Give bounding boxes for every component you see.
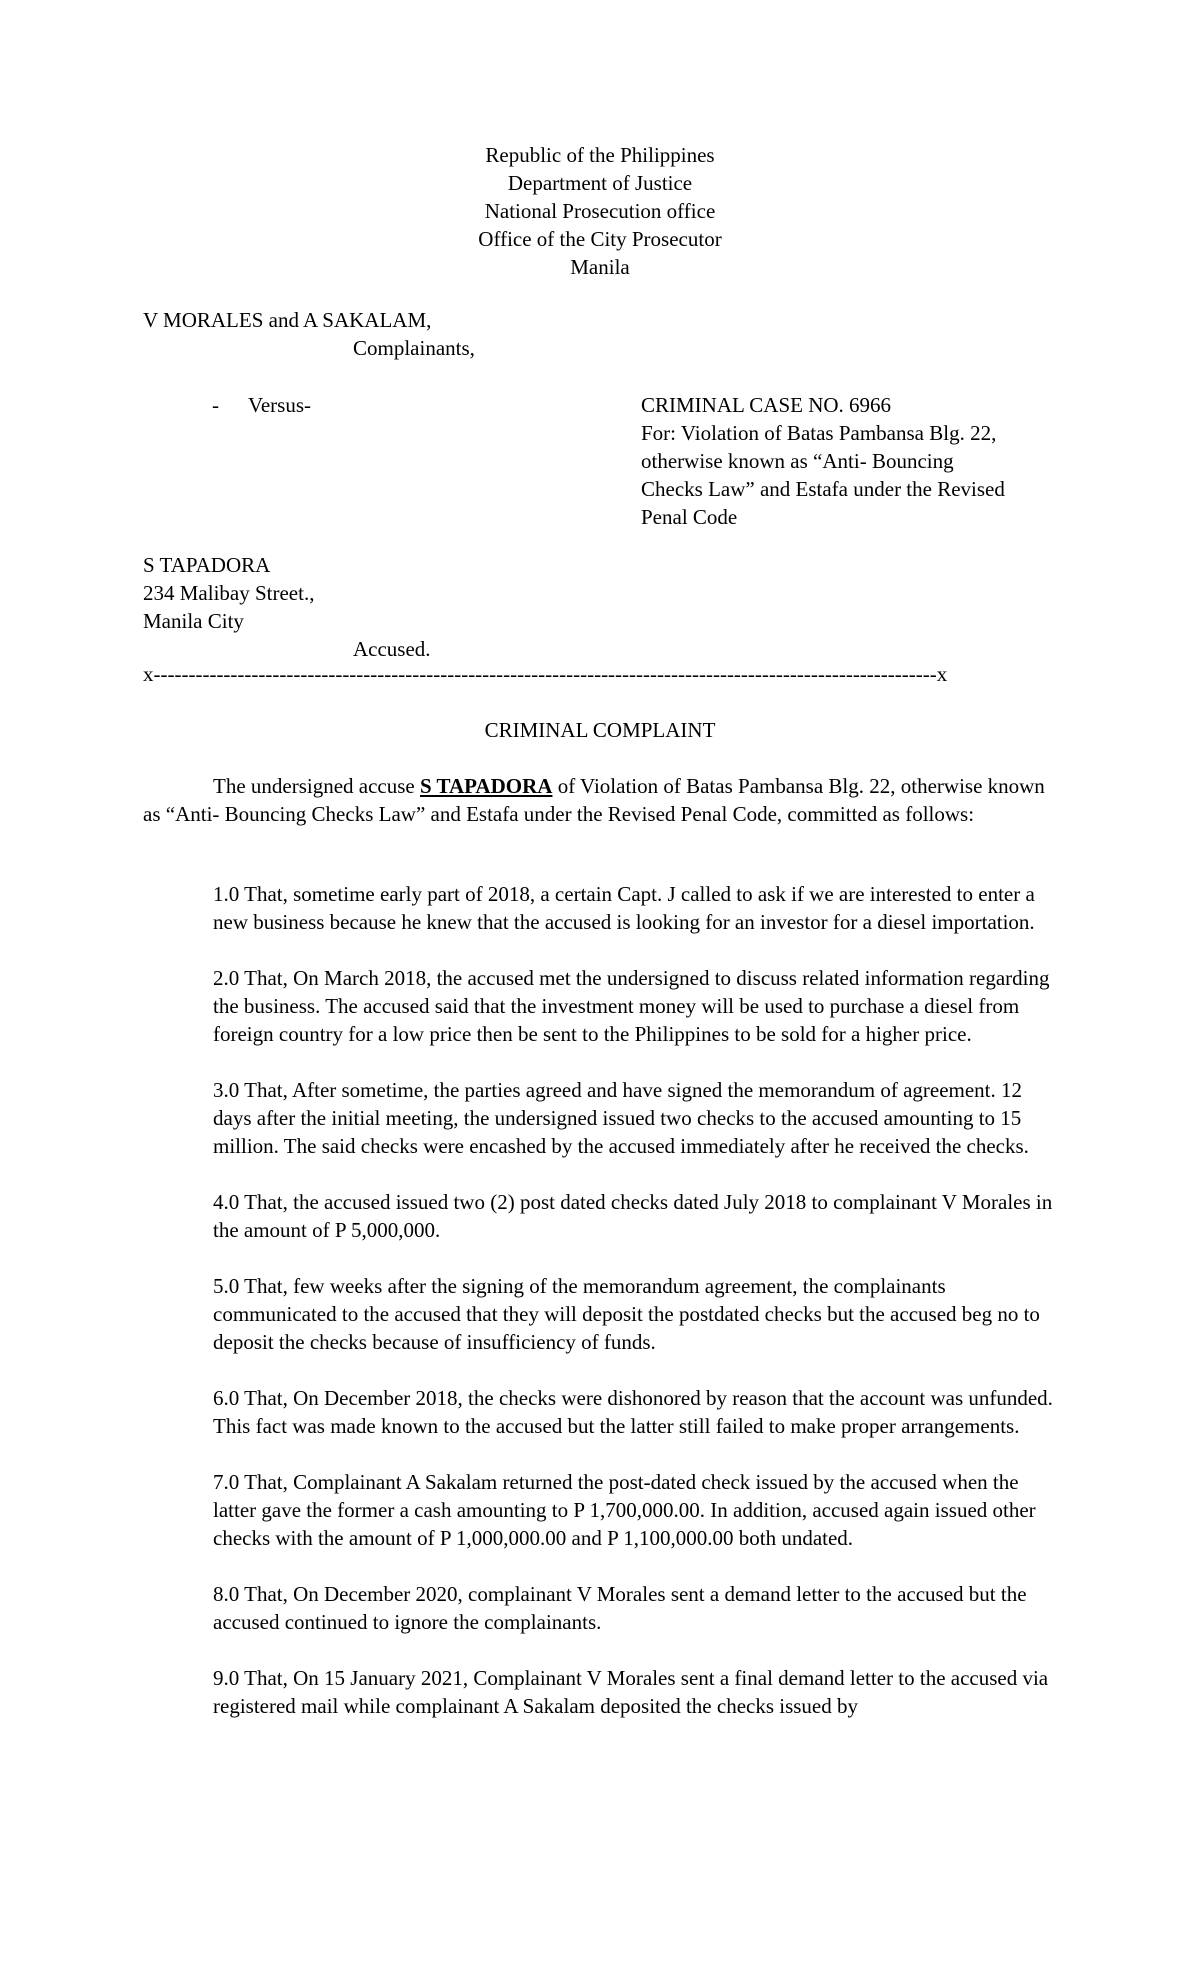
case-number: CRIMINAL CASE NO. 6966	[641, 393, 892, 417]
intro-paragraph	[143, 772, 1063, 828]
complainants-names: V MORALES and A SAKALAM,	[143, 308, 432, 332]
allegation-item: 5.0 That, few weeks after the signing of the memorandum agreement, the complainants communicated to the accused that they will deposit the postdated checks but the accused beg no to deposit the checks because of insufficiency of funds.	[213, 1274, 1040, 1354]
accused-address-street: 234 Malibay Street.,	[143, 581, 315, 605]
allegation-item: 6.0 That, On December 2018, the checks were dishonored by reason that the account was unfunded. This fact was made known to the accused but the latter still failed to make proper arrangements.	[213, 1386, 1053, 1438]
allegation-item: 9.0 That, On 15 January 2021, Complainant V Morales sent a final demand letter to the accused via registered mail while complainant A Sakalam deposited the checks issued by	[213, 1666, 1049, 1718]
case-charge-line-4: Penal Code	[641, 505, 738, 529]
office-header	[0, 141, 1200, 281]
accused-name: S TAPADORA	[143, 553, 271, 577]
caption-separator: x----------------------------------------------------------------------------------------------------------------x	[143, 662, 948, 686]
allegation-item: 2.0 That, On March 2018, the accused met the undersigned to discuss related information regarding the business. The accused said that the investment money will be used to purchase a diesel from foreign country for a low price then be sent to the Philippines to be sold for a higher price.	[213, 966, 1050, 1046]
allegations-list	[213, 880, 1063, 1748]
accused-label: Accused.	[353, 637, 431, 661]
versus-label: Versus-	[248, 393, 311, 417]
versus-line	[212, 391, 311, 419]
accused-address-city: Manila City	[143, 609, 244, 633]
header-department: Department of Justice	[507, 171, 693, 195]
header-city: Manila	[570, 255, 630, 279]
allegation-item: 8.0 That, On December 2020, complainant V Morales sent a demand letter to the accused but the accused continued to ignore the complainants.	[213, 1582, 1027, 1634]
header-city-prosecutor: Office of the City Prosecutor	[478, 227, 722, 251]
intro-accused-name: S TAPADORA	[420, 774, 553, 798]
versus-dash: -	[212, 393, 219, 417]
document-title: CRIMINAL COMPLAINT	[484, 718, 716, 742]
intro-text-after: of Violation of Batas Pambansa Blg. 22, otherwise known as “Anti- Bouncing Checks Law” and Estafa under the Revised Penal Code, committed as follows:	[143, 774, 1045, 826]
complainants-block	[143, 306, 475, 362]
complainants-label: Complainants,	[353, 336, 475, 360]
accused-block	[143, 551, 431, 663]
header-republic: Republic of the Philippines	[485, 143, 715, 167]
allegation-item: 1.0 That, sometime early part of 2018, a certain Capt. J called to ask if we are interested to enter a new business because he knew that the accused is looking for an investor for a diesel importation.	[213, 882, 1035, 934]
allegation-item: 3.0 That, After sometime, the parties agreed and have signed the memorandum of agreement. 12 days after the initial meeting, the undersigned issued two checks to the accused amounting to 15 million. The said checks were encashed by the accused immediately after he received the checks.	[213, 1078, 1029, 1158]
case-charge-line-3: Checks Law” and Estafa under the Revised	[641, 477, 1005, 501]
intro-text-before: The undersigned accuse	[213, 774, 420, 798]
case-charge-line-2: otherwise known as “Anti- Bouncing	[641, 449, 954, 473]
case-caption	[641, 391, 1071, 531]
allegation-item: 4.0 That, the accused issued two (2) post dated checks dated July 2018 to complainant V Morales in the amount of P 5,000,000.	[213, 1190, 1053, 1242]
allegation-item: 7.0 That, Complainant A Sakalam returned the post-dated check issued by the accused when the latter gave the former a cash amounting to P 1,700,000.00. In addition, accused again issued other checks with the amount of P 1,000,000.00 and P 1,100,000.00 both undated.	[213, 1470, 1036, 1550]
header-prosecution-office: National Prosecution office	[484, 199, 716, 223]
case-charge-line-1: For: Violation of Batas Pambansa Blg. 22,	[641, 421, 997, 445]
